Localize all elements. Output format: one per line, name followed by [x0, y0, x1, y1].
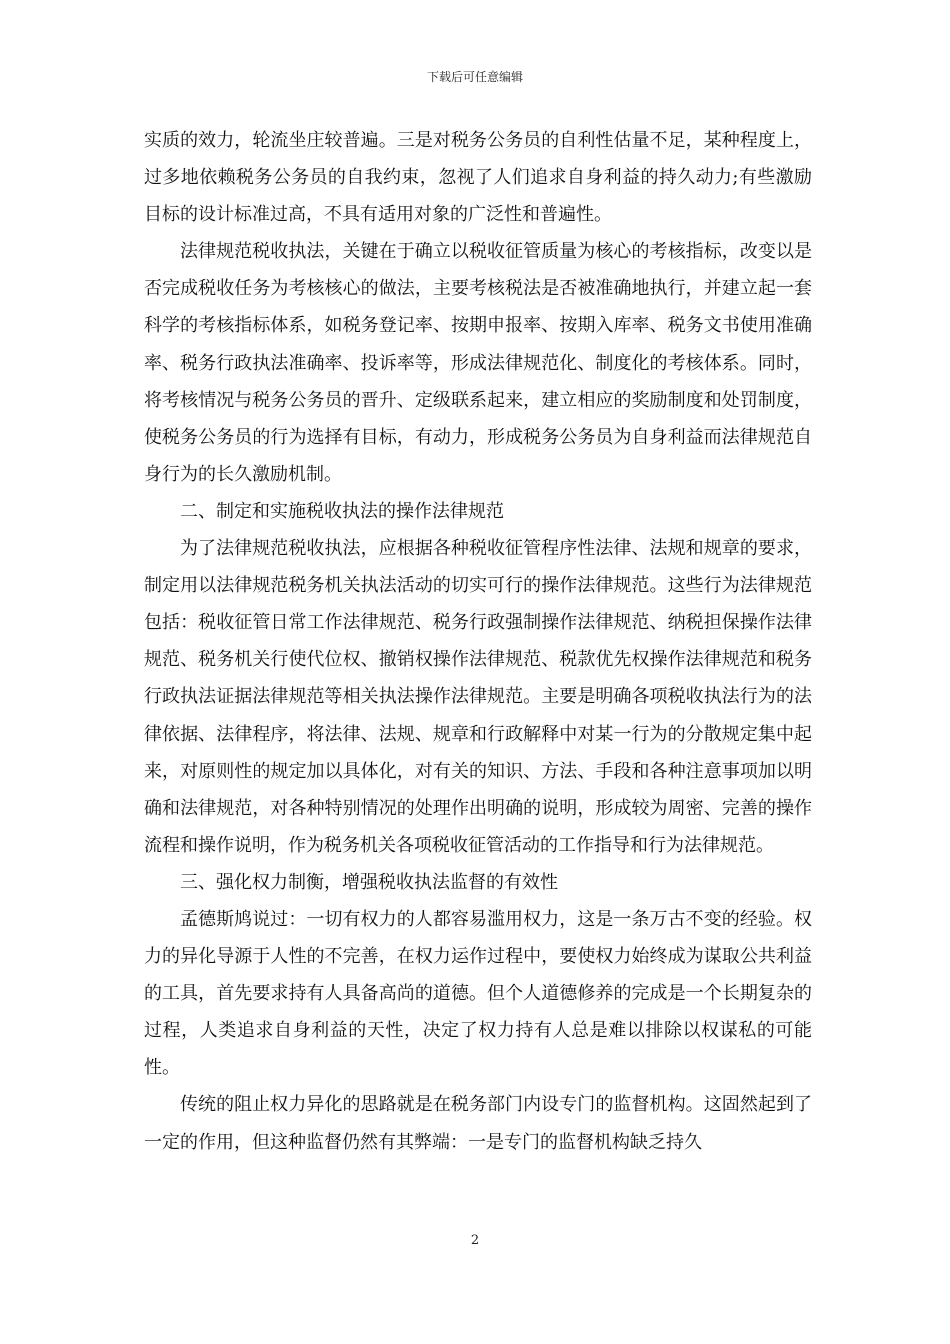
paragraph: 实质的效力，轮流坐庄较普遍。三是对税务公务员的自利性估量不足，某种程度上，过多地依赖税务公务员的自我约束，忽视了人们追求自身利益的持久动力;有些激励目标的设计标准过高，不具有适用对象的广泛性和普遍性。 — [144, 130, 812, 226]
page-header: 下载后可任意编辑 — [426, 70, 523, 84]
section-heading: 三、强化权力制衡，增强税收执法监督的有效性 — [180, 871, 558, 893]
paragraph: 为了法律规范税收执法，应根据各种税收征管程序性法律、法规和规章的要求，制定用以法律规范税务机关执法活动的切实可行的操作法律规范。这些行为法律规范包括：税收征管日常工作法律规范、税务行政强制操作法律规范、纳税担保操作法律规范、税务机关行使代位权、撤销权操作法律规范、税款优先权操作法律规范和税务行政执法证据法律规范等相关执法操作法律规范。主要是明确各项税收执法行为的法律依据、法律程序，将法律、法规、规章和行政解释中对某一行为的分散规定集中起来，对原则性的规定加以具体化，对有关的知识、方法、手段和各种注意事项加以明确和法律规范，对各种特别情况的处理作出明确的说明，形成较为周密、完善的操作流程和操作说明，作为税务机关各项税收征管活动的工作指导和行为法律规范。 — [144, 538, 812, 856]
page-number: 2 — [470, 1233, 480, 1248]
paragraph: 孟德斯鸠说过：一切有权力的人都容易滥用权力，这是一条万古不变的经验。权力的异化导源于人性的不完善，在权力运作过程中，要使权力始终成为谋取公共利益的工具，首先要求持有人具备高尚的道德。但个人道德修养的完成是一个长期复杂的过程，人类追求自身利益的天性，决定了权力持有人总是难以排除以权谋私的可能性。 — [144, 908, 812, 1079]
section-heading: 二、制定和实施税收执法的操作法律规范 — [180, 500, 504, 522]
paragraph: 法律规范税收执法，关键在于确立以税收征管质量为核心的考核指标，改变以是否完成税收任务为考核核心的做法，主要考核税法是否被准确地执行，并建立起一套科学的考核指标体系，如税务登记率、按期申报率、按期入库率、税务文书使用准确率、税务行政执法准确率、投诉率等，形成法律规范化、制度化的考核体系。同时，将考核情况与税务公务员的晋升、定级联系起来，建立相应的奖励制度和处罚制度，使税务公务员的行为选择有目标，有动力，形成税务公务员为自身利益而法律规范自身行为的长久激励机制。 — [144, 241, 812, 485]
paragraph: 传统的阻止权力异化的思路就是在税务部门内设专门的监督机构。这固然起到了一定的作用，但这种监督仍然有其弊端：一是专门的监督机构缺乏持久 — [144, 1094, 812, 1153]
body-text — [144, 122, 812, 1161]
